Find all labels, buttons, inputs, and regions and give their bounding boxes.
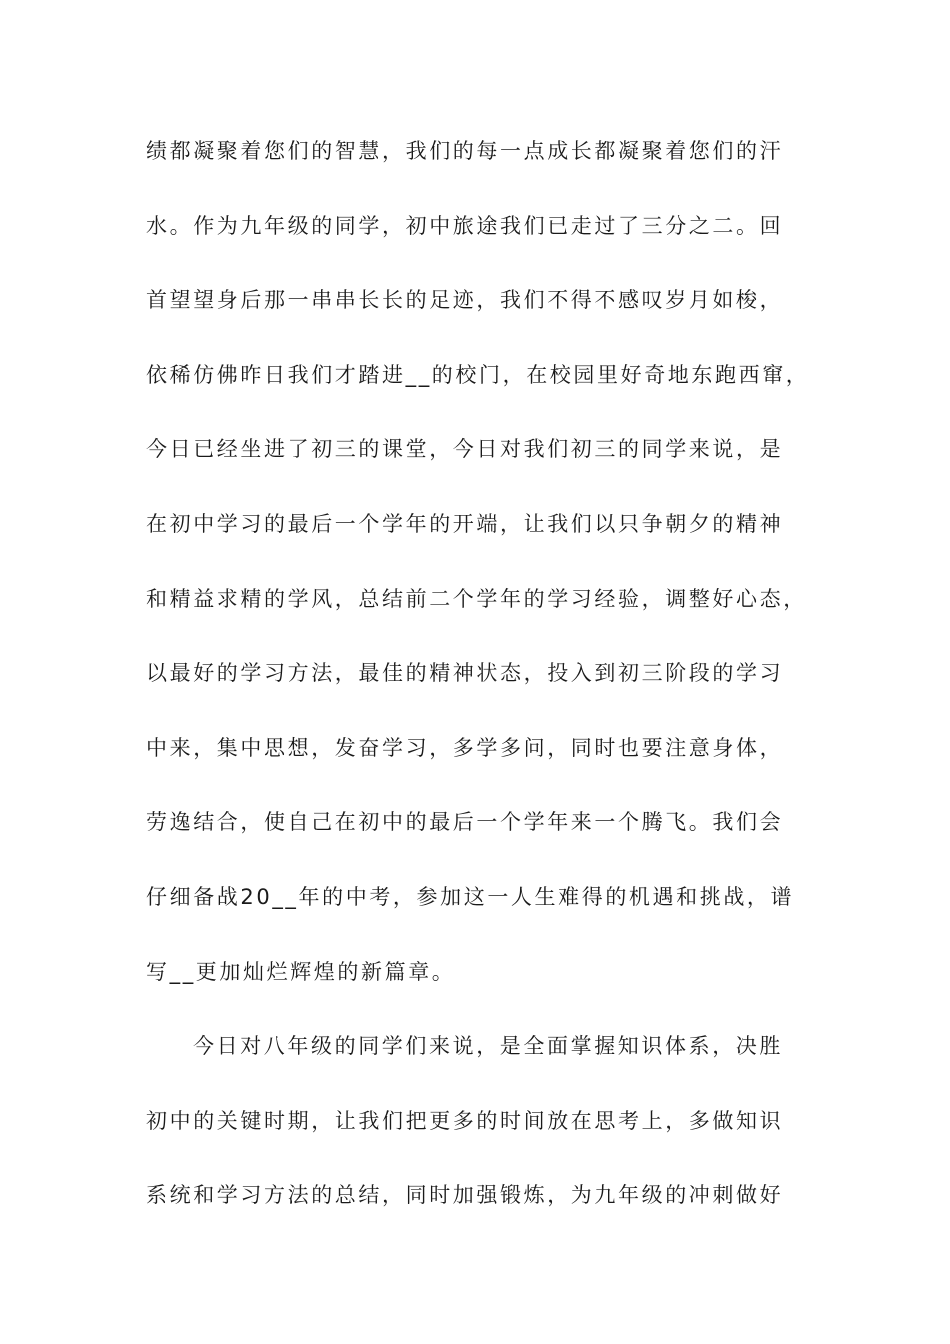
paragraph-first-line: 今日对八年级的同学们来说，是全面掌握知识体系，决胜 <box>193 1034 783 1059</box>
text-line: 首望望身后那一串串长长的足迹，我们不得不感叹岁月如梭， <box>146 288 784 313</box>
body-text <box>146 131 826 1250</box>
text-line: 仔细备战20__年的中考，参加这一人生难得的机遇和挑战，谱 <box>146 884 795 909</box>
text-line: 劳逸结合，使自己在初中的最后一个学年来一个腾飞。我们会 <box>146 810 784 835</box>
text-line: 水。作为九年级的同学，初中旅途我们已走过了三分之二。回 <box>146 213 784 238</box>
text-line: 绩都凝聚着您们的智慧，我们的每一点成长都凝聚着您们的汗 <box>146 139 784 163</box>
text-line: 在初中学习的最后一个学年的开端，让我们以只争朝夕的精神 <box>146 511 784 536</box>
text-line: 写__更加灿烂辉煌的新篇章。 <box>146 959 456 984</box>
text-line: 依稀仿佛昨日我们才踏进__的校门，在校园里好奇地东跑西窜， <box>146 362 810 387</box>
text-line: 初中的关键时期，让我们把更多的时间放在思考上，多做知识 <box>146 1108 784 1133</box>
text-line: 系统和学习方法的总结，同时加强锻炼，为九年级的冲刺做好 <box>146 1183 784 1208</box>
text-line: 以最好的学习方法，最佳的精神状态，投入到初三阶段的学习 <box>146 661 784 686</box>
text-line: 今日已经坐进了初三的课堂，今日对我们初三的同学来说，是 <box>146 437 784 462</box>
text-line: 中来，集中思想，发奋学习，多学多问，同时也要注意身体， <box>146 735 784 760</box>
text-line: 和精益求精的学风，总结前二个学年的学习经验，调整好心态， <box>146 586 807 611</box>
